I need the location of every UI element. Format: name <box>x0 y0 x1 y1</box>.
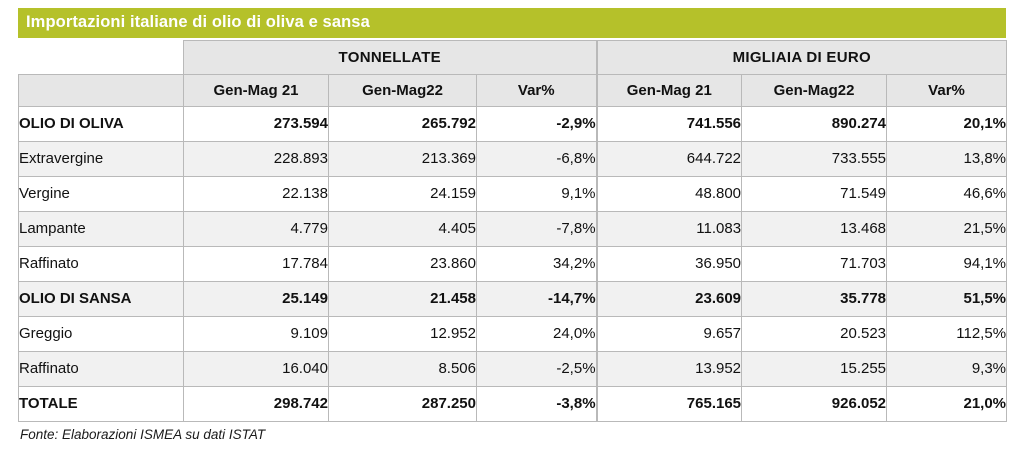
cell-ton-2022: 12.952 <box>329 316 477 351</box>
cell-eur-2021: 11.083 <box>597 211 742 246</box>
cell-ton-2022: 4.405 <box>329 211 477 246</box>
table-row-total <box>19 386 1007 421</box>
cell-ton-2022: 23.860 <box>329 246 477 281</box>
cell-ton-var: 24,0% <box>477 316 597 351</box>
cell-eur-var: 9,3% <box>887 351 1007 386</box>
cell-eur-2021: 9.657 <box>597 316 742 351</box>
cell-ton-var: -2,5% <box>477 351 597 386</box>
table-row <box>19 316 1007 351</box>
cell-ton-2021: 298.742 <box>184 386 329 421</box>
table-row <box>19 211 1007 246</box>
table-sub-header-row <box>19 74 1007 106</box>
header-ton-gen-mag-21: Gen-Mag 21 <box>184 74 329 106</box>
row-label: Greggio <box>19 316 184 351</box>
cell-eur-2022: 71.549 <box>742 176 887 211</box>
cell-eur-var: 20,1% <box>887 106 1007 141</box>
cell-eur-2022: 71.703 <box>742 246 887 281</box>
cell-eur-2021: 741.556 <box>597 106 742 141</box>
cell-ton-2022: 287.250 <box>329 386 477 421</box>
cell-ton-2022: 8.506 <box>329 351 477 386</box>
cell-ton-var: -7,8% <box>477 211 597 246</box>
cell-ton-var: -14,7% <box>477 281 597 316</box>
table-row <box>19 351 1007 386</box>
row-label: TOTALE <box>19 386 184 421</box>
cell-ton-2021: 16.040 <box>184 351 329 386</box>
cell-ton-2022: 24.159 <box>329 176 477 211</box>
row-label: Lampante <box>19 211 184 246</box>
row-label: Raffinato <box>19 351 184 386</box>
cell-ton-2022: 265.792 <box>329 106 477 141</box>
row-label: OLIO DI SANSA <box>19 281 184 316</box>
header-eur-var: Var% <box>887 74 1007 106</box>
cell-eur-2021: 23.609 <box>597 281 742 316</box>
header-sub-blank <box>19 74 184 106</box>
cell-eur-var: 94,1% <box>887 246 1007 281</box>
cell-eur-var: 21,0% <box>887 386 1007 421</box>
cell-eur-var: 51,5% <box>887 281 1007 316</box>
cell-ton-var: -3,8% <box>477 386 597 421</box>
cell-eur-var: 21,5% <box>887 211 1007 246</box>
cell-ton-2021: 17.784 <box>184 246 329 281</box>
cell-ton-var: 34,2% <box>477 246 597 281</box>
cell-eur-2022: 890.274 <box>742 106 887 141</box>
header-eur-gen-mag-21: Gen-Mag 21 <box>597 74 742 106</box>
cell-ton-2021: 228.893 <box>184 141 329 176</box>
cell-eur-var: 13,8% <box>887 141 1007 176</box>
cell-ton-2021: 22.138 <box>184 176 329 211</box>
header-group-migliaia-euro: MIGLIAIA DI EURO <box>597 40 1007 74</box>
table-header <box>19 40 1007 106</box>
cell-eur-2022: 733.555 <box>742 141 887 176</box>
table-row <box>19 176 1007 211</box>
table-body <box>19 106 1007 421</box>
cell-ton-2021: 25.149 <box>184 281 329 316</box>
header-ton-gen-mag-22: Gen-Mag22 <box>329 74 477 106</box>
header-corner-blank <box>19 40 184 74</box>
header-eur-gen-mag-22: Gen-Mag22 <box>742 74 887 106</box>
table-row <box>19 246 1007 281</box>
header-ton-var: Var% <box>477 74 597 106</box>
row-label: Raffinato <box>19 246 184 281</box>
cell-ton-var: 9,1% <box>477 176 597 211</box>
header-group-tonnellate: TONNELLATE <box>184 40 597 74</box>
row-label: OLIO DI OLIVA <box>19 106 184 141</box>
cell-eur-2021: 765.165 <box>597 386 742 421</box>
cell-ton-2022: 213.369 <box>329 141 477 176</box>
row-label: Vergine <box>19 176 184 211</box>
cell-eur-var: 46,6% <box>887 176 1007 211</box>
cell-eur-2021: 36.950 <box>597 246 742 281</box>
cell-eur-2022: 35.778 <box>742 281 887 316</box>
cell-eur-2022: 15.255 <box>742 351 887 386</box>
cell-eur-var: 112,5% <box>887 316 1007 351</box>
cell-eur-2022: 926.052 <box>742 386 887 421</box>
cell-ton-2021: 9.109 <box>184 316 329 351</box>
page-title: Importazioni italiane di olio di oliva e sansa <box>18 8 1006 38</box>
cell-ton-2021: 4.779 <box>184 211 329 246</box>
cell-eur-2022: 20.523 <box>742 316 887 351</box>
cell-eur-2021: 13.952 <box>597 351 742 386</box>
table-row <box>19 281 1007 316</box>
source-footnote: Fonte: Elaborazioni ISMEA su dati ISTAT <box>20 426 266 442</box>
cell-eur-2021: 644.722 <box>597 141 742 176</box>
imports-table <box>18 40 1007 422</box>
cell-ton-var: -6,8% <box>477 141 597 176</box>
table-row <box>19 141 1007 176</box>
row-label: Extravergine <box>19 141 184 176</box>
table-row <box>19 106 1007 141</box>
cell-eur-2021: 48.800 <box>597 176 742 211</box>
table-group-header-row <box>19 40 1007 74</box>
cell-ton-var: -2,9% <box>477 106 597 141</box>
cell-ton-2021: 273.594 <box>184 106 329 141</box>
cell-eur-2022: 13.468 <box>742 211 887 246</box>
cell-ton-2022: 21.458 <box>329 281 477 316</box>
